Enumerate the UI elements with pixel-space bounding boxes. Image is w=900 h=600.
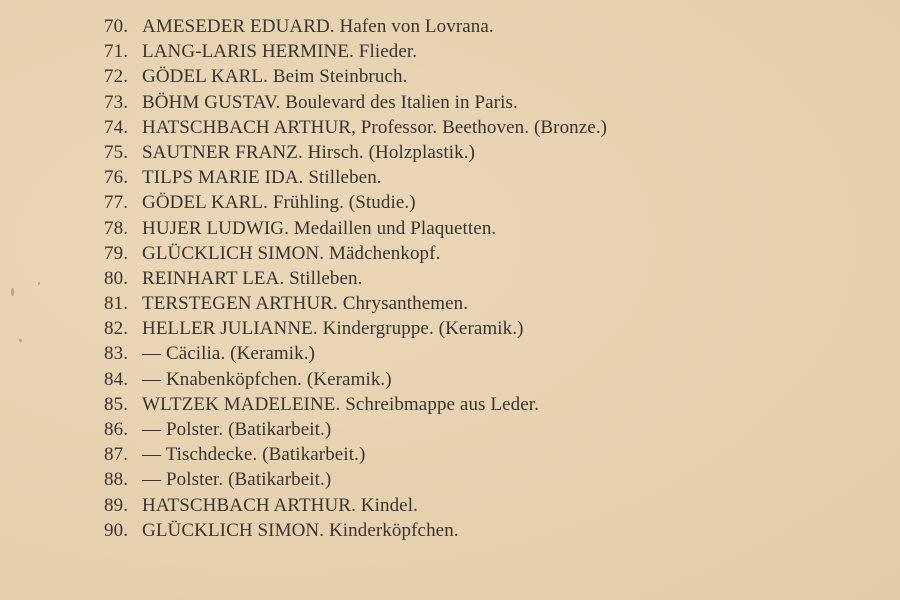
entry-number: 86.	[104, 419, 129, 440]
catalog-entry	[104, 241, 607, 266]
entry-number: 83.	[104, 343, 129, 365]
entry-text: AMESEDER EDUARD. Hafen von Lovrana.	[142, 16, 494, 37]
entry-number: 81.	[104, 293, 129, 315]
entry-text: — Polster. (Batikarbeit.)	[142, 469, 332, 491]
catalog-entry	[104, 39, 607, 64]
paper-speck	[38, 282, 40, 285]
entry-number: 74.	[104, 116, 129, 138]
paper-speck	[19, 339, 22, 342]
entry-text: — Tischdecke. (Batikarbeit.)	[142, 444, 366, 466]
entry-text: LANG-LARIS HERMINE. Flieder.	[142, 41, 418, 63]
catalog-entry	[104, 140, 607, 165]
entry-number: 79.	[104, 242, 129, 264]
entry-text: — Cäcilia. (Keramik.)	[142, 343, 316, 365]
entry-text: GLÜCKLICH SIMON. Mädchenkopf.	[142, 242, 441, 264]
entry-text: WLTZEK MADELEINE. Schreibmappe aus Leder.	[142, 393, 540, 415]
entry-number: 75.	[104, 141, 129, 163]
entry-number: 78.	[104, 217, 129, 239]
catalog-entry	[104, 341, 607, 366]
entry-number: 72.	[104, 66, 129, 88]
entry-number: 73.	[104, 91, 129, 113]
entry-number: 87.	[104, 444, 129, 466]
catalog-entry	[104, 316, 607, 341]
catalog-entry	[104, 291, 607, 316]
entry-text: GÖDEL KARL. Frühling. (Studie.)	[142, 192, 416, 214]
catalog-entry	[104, 518, 607, 543]
entry-text: — Knabenköpfchen. (Keramik.)	[142, 368, 392, 390]
entry-number: 80.	[104, 267, 129, 289]
entry-number: 89.	[104, 494, 129, 516]
entry-text: REINHART LEA. Stilleben.	[142, 267, 363, 289]
entry-text: GLÜCKLICH SIMON. Kinderköpfchen.	[142, 519, 459, 541]
entry-text: GÖDEL KARL. Beim Steinbruch.	[142, 66, 408, 88]
entry-text: TILPS MARIE IDA. Stilleben.	[142, 167, 382, 189]
entry-number: 82.	[104, 318, 129, 340]
entry-number: 88.	[104, 469, 129, 491]
catalog-entry	[104, 493, 607, 518]
catalog-entry	[104, 190, 607, 215]
entry-number: 77.	[104, 192, 129, 214]
catalog-entry	[104, 90, 607, 115]
entry-number: 76.	[104, 167, 129, 189]
entry-text: — Polster. (Batikarbeit.)	[142, 419, 332, 440]
catalog-entry	[104, 64, 607, 89]
entry-number: 84.	[104, 368, 129, 390]
entry-text: HUJER LUDWIG. Medaillen und Plaquetten.	[142, 217, 497, 239]
entry-text: SAUTNER FRANZ. Hirsch. (Holzplastik.)	[142, 141, 476, 163]
catalog-entry	[104, 266, 607, 291]
catalog-entry	[104, 392, 607, 417]
catalog-entry	[104, 216, 607, 241]
entry-number: 85.	[104, 393, 129, 415]
entry-number: 71.	[104, 41, 129, 63]
entry-number: 70.	[104, 16, 129, 37]
catalog-entry-list	[104, 14, 607, 543]
entry-text: TERSTEGEN ARTHUR. Chrysanthemen.	[142, 293, 469, 315]
catalog-entry	[104, 14, 607, 39]
paper-speck	[11, 288, 14, 296]
entry-text: HELLER JULIANNE. Kindergruppe. (Keramik.)	[142, 318, 524, 340]
entry-text: HATSCHBACH ARTHUR, Professor. Beethoven. (Bronze.)	[142, 116, 608, 138]
catalog-entry	[104, 165, 607, 190]
catalog-entry	[104, 115, 607, 140]
catalog-entry	[104, 367, 607, 392]
entry-text: HATSCHBACH ARTHUR. Kindel.	[142, 494, 418, 516]
catalog-entry	[104, 417, 607, 442]
catalog-entry	[104, 467, 607, 492]
entry-text: BÖHM GUSTAV. Boulevard des Italien in Paris.	[142, 91, 518, 113]
catalog-entry	[104, 442, 607, 467]
entry-number: 90.	[104, 519, 129, 541]
